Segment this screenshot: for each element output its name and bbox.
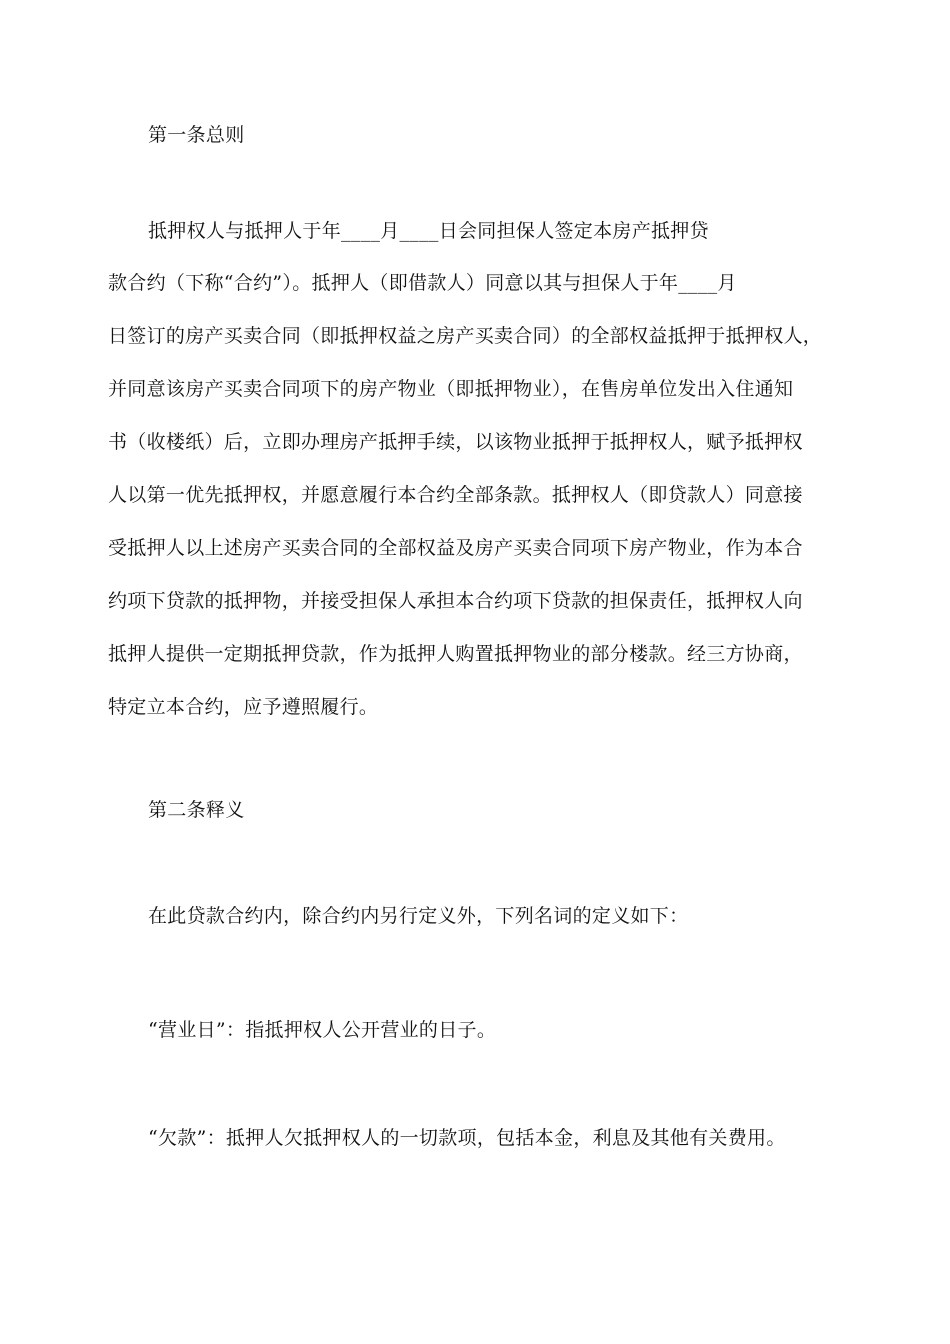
section1-paragraph-line: 人以第一优先抵押权，并愿意履行本合约全部条款。抵押权人（即贷款人）同意接 — [108, 484, 803, 506]
section1-heading: 第一条总则 — [148, 124, 245, 146]
definition-item: “营业日”：指抵押权人公开营业的日子。 — [148, 1019, 497, 1041]
section1-paragraph-line: 约项下贷款的抵押物，并接受担保人承担本合约项下贷款的担保责任，抵押权人向 — [108, 590, 803, 612]
section1-paragraph-line: 款合约（下称“合约”）。抵押人（即借款人）同意以其与担保人于年____月 — [108, 272, 737, 294]
definition-item: “欠款”：抵押人欠抵押权人的一切款项，包括本金，利息及其他有关费用。 — [148, 1127, 786, 1149]
section2-intro: 在此贷款合约内，除合约内另行定义外，下列名词的定义如下： — [148, 905, 689, 927]
section1-paragraph-line: 并同意该房产买卖合同项下的房产物业（即抵押物业），在售房单位发出入住通知 — [108, 378, 794, 400]
section1-paragraph-line: 受抵押人以上述房产买卖合同的全部权益及房产买卖合同项下房产物业，作为本合 — [108, 537, 803, 559]
section1-paragraph-line: 抵押人提供一定期抵押贷款，作为抵押人购置抵押物业的部分楼款。经三方协商， — [108, 643, 803, 665]
section1-paragraph-line: 书（收楼纸）后，立即办理房产抵押手续，以该物业抵押于抵押权人，赋予抵押权 — [108, 431, 803, 453]
section1-paragraph-line: 日签订的房产买卖合同（即抵押权益之房产买卖合同）的全部权益抵押于抵押权人， — [108, 325, 823, 347]
section2-heading: 第二条释义 — [148, 799, 245, 821]
section1-paragraph-line: 抵押权人与抵押人于年____月____日会同担保人签定本房产抵押贷 — [148, 220, 709, 242]
section1-paragraph-line: 特定立本合约，应予遵照履行。 — [108, 696, 379, 718]
